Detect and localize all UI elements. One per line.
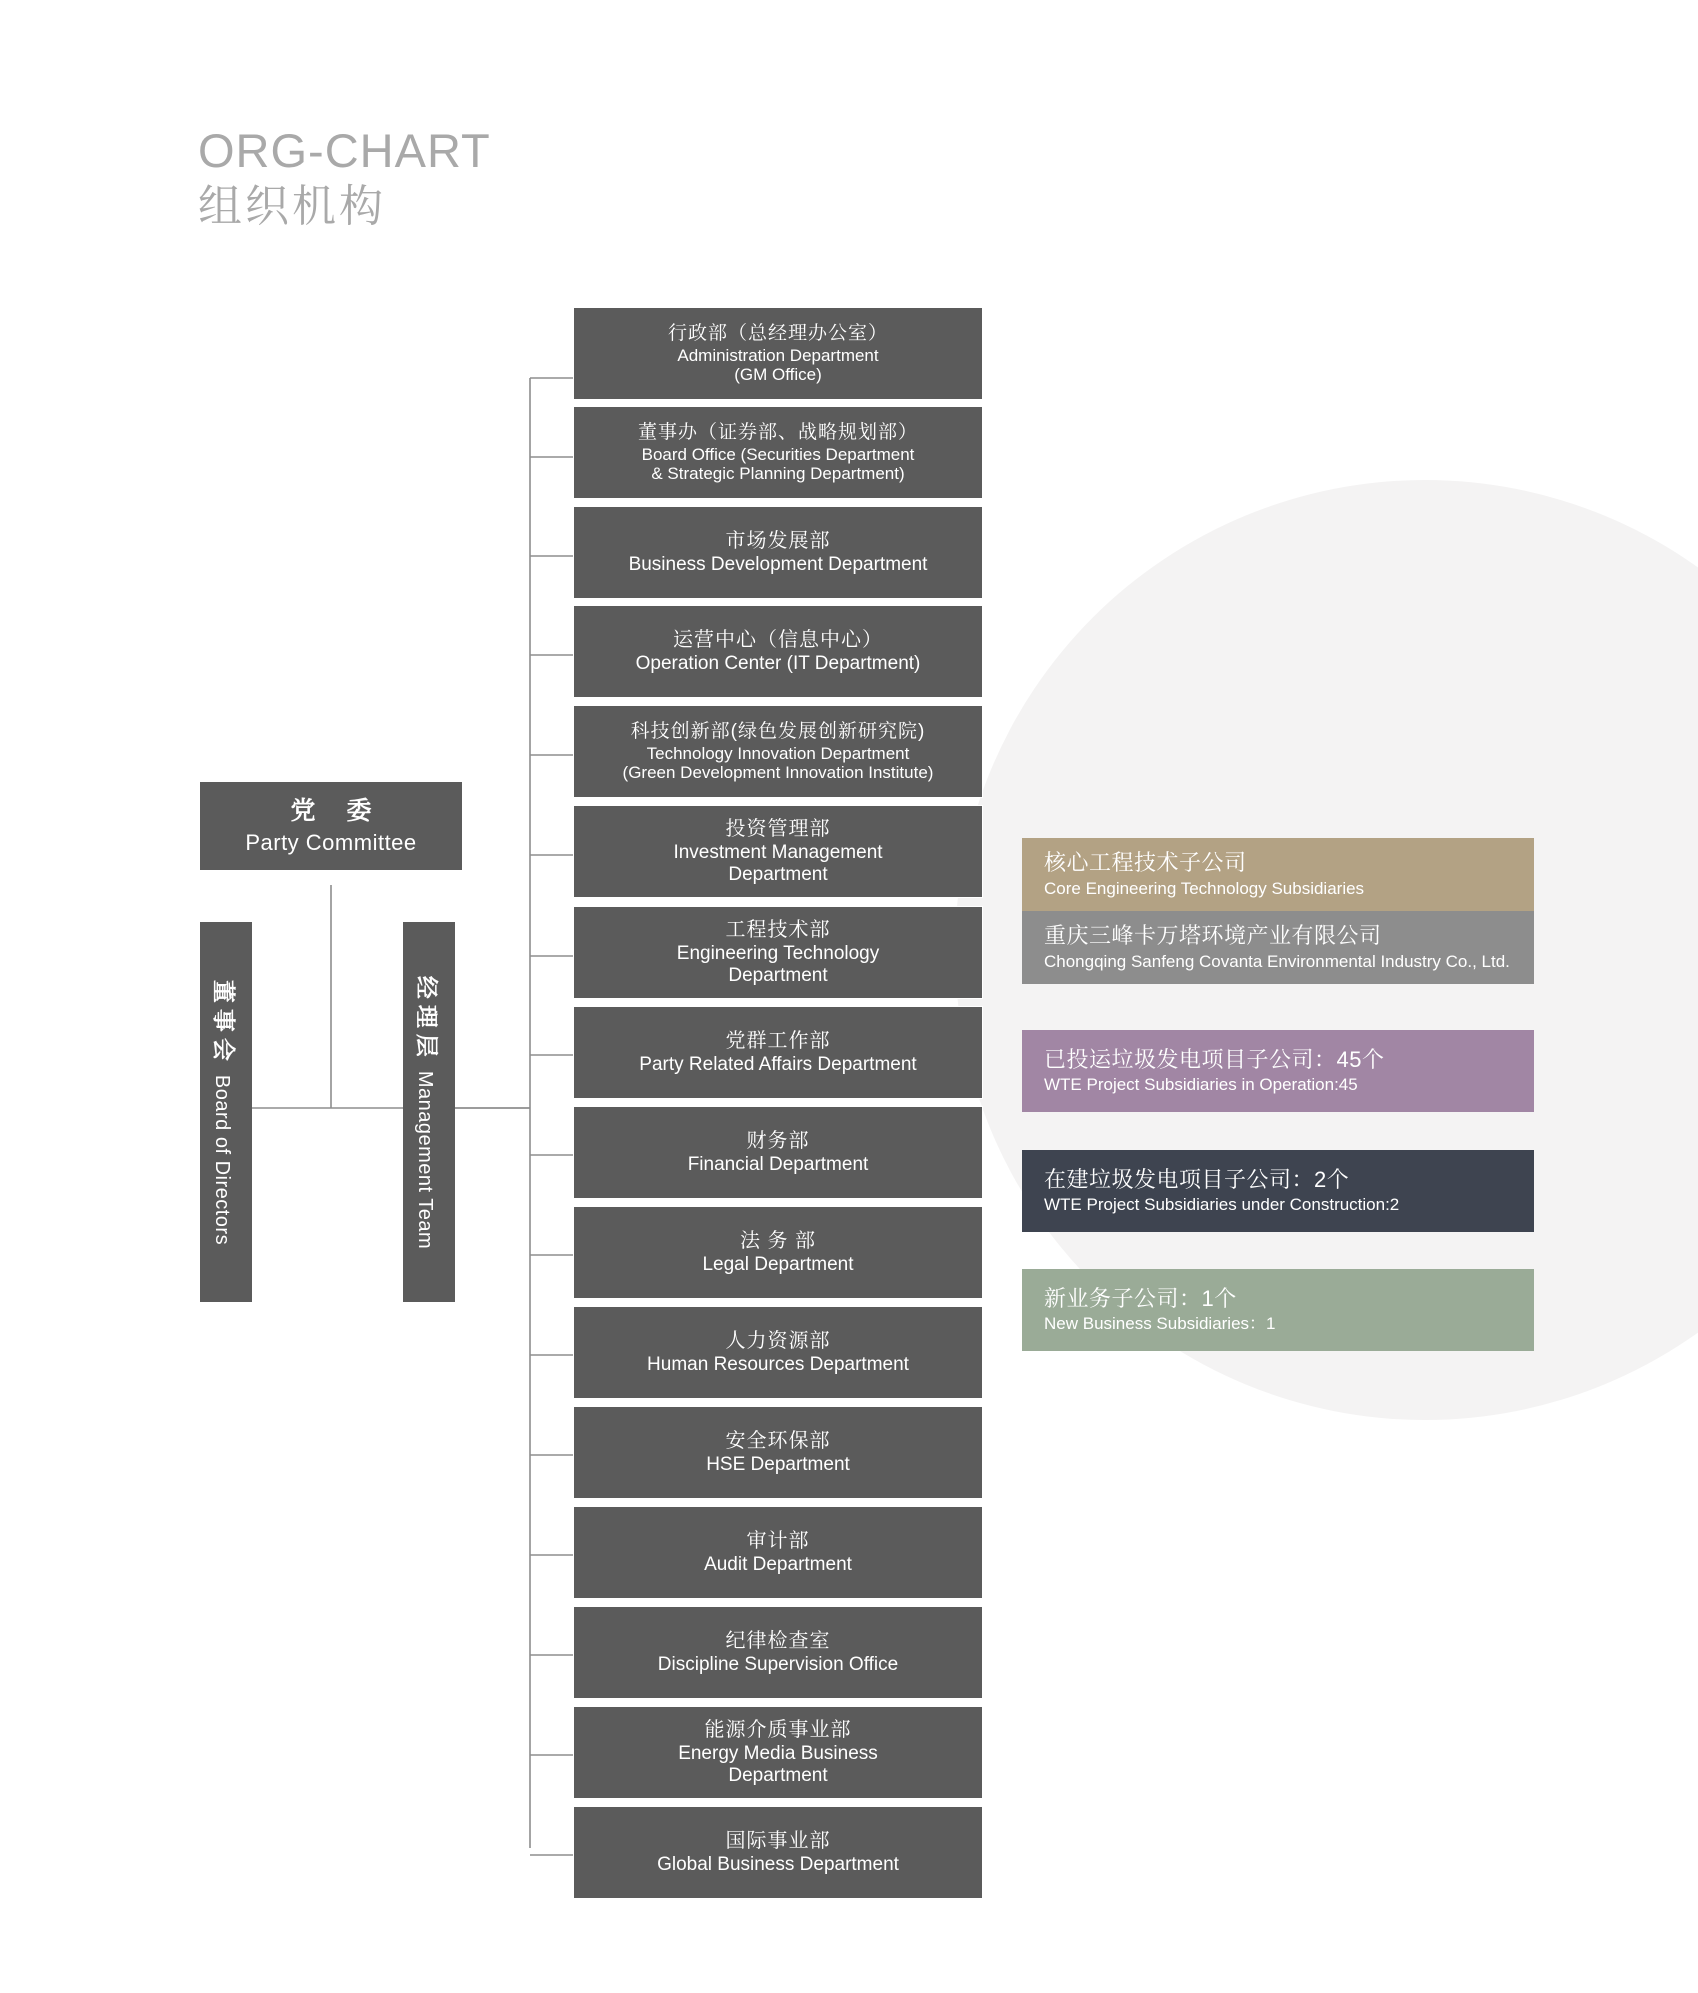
department-box[interactable] <box>573 1206 983 1299</box>
department-name-cn: 能源介质事业部 <box>704 1718 852 1741</box>
department-name-en: Legal Department <box>702 1253 854 1275</box>
department-name-en: HSE Department <box>706 1453 850 1475</box>
department-box[interactable] <box>573 1406 983 1499</box>
department-box[interactable] <box>573 506 983 599</box>
department-box[interactable] <box>573 406 983 499</box>
node-management-team-cn: 经理层 <box>414 975 441 1063</box>
department-box[interactable] <box>573 906 983 999</box>
legend-title-en: Chongqing Sanfeng Covanta Environmental Industry Co., Ltd. <box>1044 951 1510 971</box>
node-board-of-directors-cn: 董事会 <box>211 979 238 1067</box>
department-name-en: Operation Center (IT Department) <box>635 652 921 674</box>
legend-item-core-engineering[interactable] <box>1022 838 1534 911</box>
page-title <box>198 125 491 235</box>
department-box[interactable] <box>573 1106 983 1199</box>
legend-title-en: WTE Project Subsidiaries in Operation:45 <box>1044 1075 1358 1095</box>
node-board-of-directors-en: Board of Directors <box>211 1074 234 1245</box>
node-management-team[interactable] <box>403 922 455 1302</box>
legend-title-cn: 重庆三峰卡万塔环境产业有限公司 <box>1044 923 1382 949</box>
department-name-en: Energy Media Business <box>678 1742 878 1764</box>
department-name-cn: 投资管理部 <box>725 817 831 840</box>
department-name-cn: 法 务 部 <box>739 1229 817 1252</box>
department-box[interactable] <box>573 1606 983 1699</box>
department-name-en: Global Business Department <box>657 1853 899 1875</box>
legend-title-cn: 已投运垃圾发电项目子公司：45个 <box>1044 1046 1385 1072</box>
department-name-cn: 安全环保部 <box>725 1429 831 1452</box>
department-name-cn: 纪律检查室 <box>725 1629 831 1652</box>
legend-item-new-business[interactable] <box>1022 1269 1534 1351</box>
department-name-en2: (Green Development Innovation Institute) <box>622 763 934 783</box>
department-box[interactable] <box>573 1306 983 1399</box>
node-party-committee[interactable] <box>200 782 462 870</box>
department-box[interactable] <box>573 605 983 698</box>
department-name-en2: Department <box>728 1765 828 1786</box>
department-name-en: Human Resources Department <box>647 1353 909 1375</box>
department-name-en2: & Strategic Planning Department) <box>651 464 905 484</box>
node-management-team-en: Management Team <box>414 1070 437 1249</box>
department-box[interactable] <box>573 1806 983 1899</box>
node-party-committee-cn: 党 委 <box>290 796 384 825</box>
page-title-cn: 组织机构 <box>198 181 386 231</box>
legend-title-cn: 在建垃圾发电项目子公司：2个 <box>1044 1166 1350 1192</box>
department-name-cn: 财务部 <box>746 1129 810 1152</box>
legend-title-cn: 核心工程技术子公司 <box>1044 850 1247 876</box>
department-name-en: Engineering Technology <box>676 942 880 964</box>
department-name-en: Discipline Supervision Office <box>657 1653 899 1675</box>
department-name-en: Audit Department <box>704 1553 852 1575</box>
department-name-en2: (GM Office) <box>734 365 822 385</box>
department-name-en2: Department <box>728 864 828 885</box>
legend-title-en: WTE Project Subsidiaries under Construction:2 <box>1044 1195 1400 1215</box>
department-name-cn: 工程技术部 <box>725 918 831 941</box>
department-name-cn: 国际事业部 <box>725 1829 831 1852</box>
department-name-cn: 行政部（总经理办公室） <box>667 322 888 344</box>
legend-title-en: Core Engineering Technology Subsidiaries <box>1044 878 1365 898</box>
department-name-en: Financial Department <box>687 1153 869 1175</box>
legend-item-wte-in-operation[interactable] <box>1022 1030 1534 1112</box>
node-party-committee-en: Party Committee <box>245 829 417 855</box>
department-name-en: Board Office (Securities Department <box>641 444 915 464</box>
legend-title-en: New Business Subsidiaries：1 <box>1044 1314 1276 1334</box>
department-name-cn: 董事办（证券部、战略规划部） <box>637 421 918 443</box>
department-name-cn: 市场发展部 <box>725 529 831 552</box>
legend-item-sanfeng-covanta[interactable] <box>1022 911 1534 984</box>
department-box[interactable] <box>573 1706 983 1799</box>
department-name-en: Administration Department <box>677 345 879 365</box>
department-name-cn: 人力资源部 <box>725 1329 831 1352</box>
department-name-en: Party Related Affairs Department <box>639 1053 917 1075</box>
node-board-of-directors[interactable] <box>200 922 252 1302</box>
department-name-en: Technology Innovation Department <box>646 743 910 763</box>
legend-item-wte-under-construction[interactable] <box>1022 1150 1534 1232</box>
legend-title-cn: 新业务子公司：1个 <box>1044 1285 1237 1311</box>
department-name-cn: 党群工作部 <box>725 1029 831 1052</box>
department-box[interactable] <box>573 805 983 898</box>
department-box[interactable] <box>573 1506 983 1599</box>
department-box[interactable] <box>573 1006 983 1099</box>
department-box[interactable] <box>573 307 983 400</box>
department-box[interactable] <box>573 705 983 798</box>
department-name-cn: 运营中心（信息中心） <box>673 628 883 651</box>
department-name-en2: Department <box>728 965 828 986</box>
department-name-en: Business Development Department <box>628 553 928 575</box>
department-name-en: Investment Management <box>673 841 883 863</box>
department-name-cn: 审计部 <box>746 1529 810 1552</box>
department-name-cn: 科技创新部(绿色发展创新研究院) <box>630 720 926 742</box>
page-title-en: ORG-CHART <box>198 124 491 177</box>
